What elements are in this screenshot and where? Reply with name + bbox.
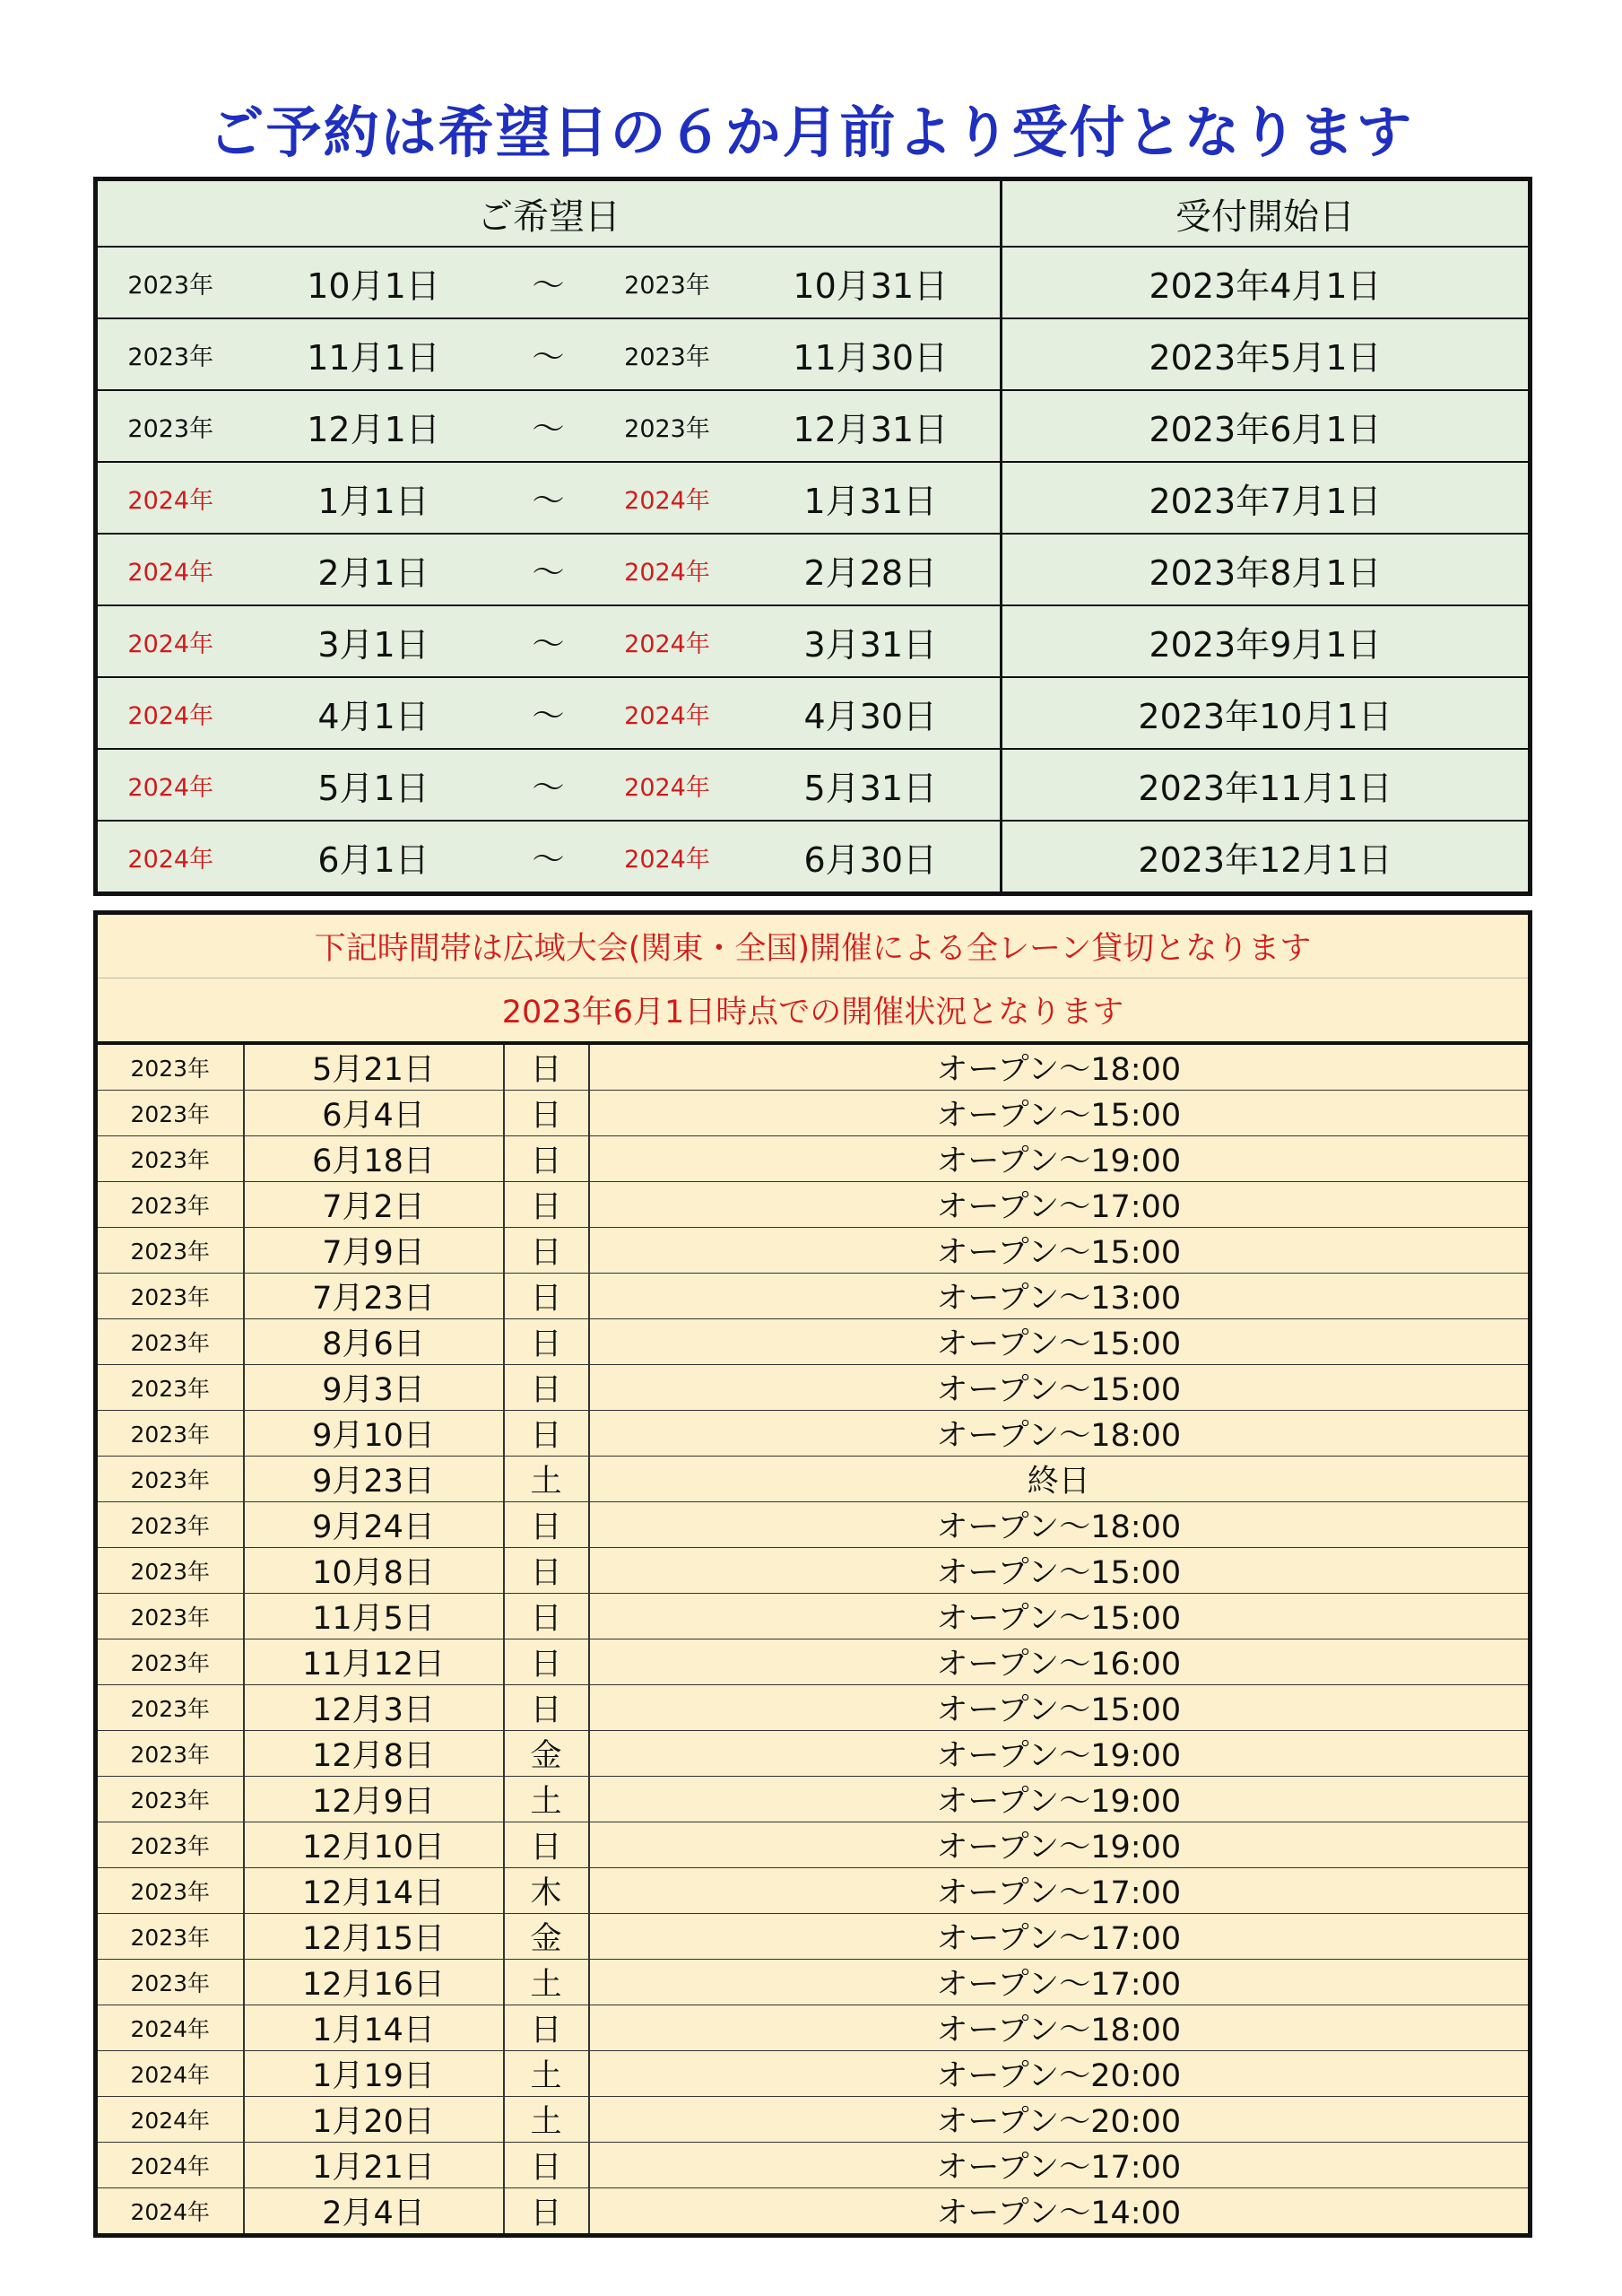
event-year: 2023年 xyxy=(96,1777,244,1822)
to-year: 2024年 xyxy=(594,462,742,534)
event-row xyxy=(96,2097,1531,2143)
event-day-of-week: 日 xyxy=(504,1319,589,1365)
event-row xyxy=(96,1457,1531,1502)
header-start-date: 受付開始日 xyxy=(1002,179,1531,248)
event-time: オープン～15:00 xyxy=(589,1548,1531,1594)
range-tilde: ～ xyxy=(504,318,594,390)
from-date: 12月1日 xyxy=(244,390,504,462)
event-day-of-week: 土 xyxy=(504,1960,589,2005)
to-date: 1月31日 xyxy=(742,462,1002,534)
to-date: 2月28日 xyxy=(742,534,1002,605)
event-time: オープン～14:00 xyxy=(589,2188,1531,2236)
event-time: オープン～15:00 xyxy=(589,1685,1531,1731)
event-date: 12月9日 xyxy=(244,1777,504,1822)
start-date: 2023年4月1日 xyxy=(1002,247,1531,318)
event-row xyxy=(96,1868,1531,1914)
event-day-of-week: 日 xyxy=(504,1365,589,1411)
event-date: 12月14日 xyxy=(244,1868,504,1914)
event-time: オープン～19:00 xyxy=(589,1822,1531,1868)
event-closure-table xyxy=(93,910,1532,2238)
from-year: 2024年 xyxy=(96,749,244,821)
from-year: 2023年 xyxy=(96,390,244,462)
event-date: 6月18日 xyxy=(244,1136,504,1182)
event-row xyxy=(96,1960,1531,2005)
event-year: 2023年 xyxy=(96,1502,244,1548)
event-year: 2023年 xyxy=(96,1960,244,2005)
to-date: 5月31日 xyxy=(742,749,1002,821)
event-row xyxy=(96,1594,1531,1639)
event-date: 11月5日 xyxy=(244,1594,504,1639)
event-date: 12月15日 xyxy=(244,1914,504,1960)
to-date: 3月31日 xyxy=(742,605,1002,677)
event-year: 2023年 xyxy=(96,1914,244,1960)
event-day-of-week: 日 xyxy=(504,1639,589,1685)
event-date: 12月10日 xyxy=(244,1822,504,1868)
event-row xyxy=(96,1136,1531,1182)
event-year: 2024年 xyxy=(96,2143,244,2188)
from-date: 5月1日 xyxy=(244,749,504,821)
event-row xyxy=(96,2143,1531,2188)
event-day-of-week: 土 xyxy=(504,2097,589,2143)
range-tilde: ～ xyxy=(504,605,594,677)
notice-row-2 xyxy=(96,978,1531,1044)
event-time: オープン～13:00 xyxy=(589,1274,1531,1319)
event-time: オープン～18:00 xyxy=(589,1502,1531,1548)
reservation-row xyxy=(96,390,1531,462)
start-date: 2023年9月1日 xyxy=(1002,605,1531,677)
event-day-of-week: 日 xyxy=(504,1043,589,1091)
event-year: 2023年 xyxy=(96,1411,244,1457)
event-year: 2023年 xyxy=(96,1136,244,1182)
reservation-row xyxy=(96,749,1531,821)
event-row xyxy=(96,1182,1531,1228)
from-year: 2023年 xyxy=(96,247,244,318)
reservation-schedule-table xyxy=(93,177,1532,896)
start-date: 2023年12月1日 xyxy=(1002,821,1531,894)
event-time: オープン～15:00 xyxy=(589,1594,1531,1639)
range-tilde: ～ xyxy=(504,247,594,318)
event-day-of-week: 日 xyxy=(504,2005,589,2051)
to-year: 2024年 xyxy=(594,534,742,605)
reservation-row xyxy=(96,462,1531,534)
event-date: 11月12日 xyxy=(244,1639,504,1685)
event-row xyxy=(96,2051,1531,2097)
event-time: オープン～18:00 xyxy=(589,2005,1531,2051)
event-date: 9月24日 xyxy=(244,1502,504,1548)
event-day-of-week: 日 xyxy=(504,1548,589,1594)
event-day-of-week: 木 xyxy=(504,1868,589,1914)
event-day-of-week: 土 xyxy=(504,1777,589,1822)
event-day-of-week: 日 xyxy=(504,1594,589,1639)
event-date: 9月10日 xyxy=(244,1411,504,1457)
page-title: ご予約は希望日の６か月前より受付となります xyxy=(208,100,1414,165)
event-time: オープン～20:00 xyxy=(589,2051,1531,2097)
from-date: 11月1日 xyxy=(244,318,504,390)
event-day-of-week: 日 xyxy=(504,1685,589,1731)
from-date: 3月1日 xyxy=(244,605,504,677)
reservation-row xyxy=(96,247,1531,318)
start-date: 2023年6月1日 xyxy=(1002,390,1531,462)
to-year: 2024年 xyxy=(594,677,742,749)
event-row xyxy=(96,1731,1531,1777)
to-year: 2023年 xyxy=(594,390,742,462)
event-year: 2024年 xyxy=(96,2097,244,2143)
event-year: 2023年 xyxy=(96,1182,244,1228)
event-row xyxy=(96,1639,1531,1685)
event-date: 12月16日 xyxy=(244,1960,504,2005)
event-row xyxy=(96,1914,1531,1960)
event-year: 2023年 xyxy=(96,1868,244,1914)
start-date: 2023年11月1日 xyxy=(1002,749,1531,821)
range-tilde: ～ xyxy=(504,390,594,462)
event-date: 2月4日 xyxy=(244,2188,504,2236)
event-row xyxy=(96,1822,1531,1868)
from-year: 2024年 xyxy=(96,677,244,749)
event-time: オープン～15:00 xyxy=(589,1091,1531,1136)
event-day-of-week: 土 xyxy=(504,2051,589,2097)
event-date: 12月3日 xyxy=(244,1685,504,1731)
from-date: 4月1日 xyxy=(244,677,504,749)
notice-row-1 xyxy=(96,913,1531,978)
event-time: オープン～19:00 xyxy=(589,1136,1531,1182)
event-row xyxy=(96,1274,1531,1319)
range-tilde: ～ xyxy=(504,677,594,749)
event-row xyxy=(96,2005,1531,2051)
to-year: 2023年 xyxy=(594,318,742,390)
notice-closure: 下記時間帯は広域大会(関東・全国)開催による全レーン貸切となります xyxy=(96,913,1531,978)
event-date: 7月23日 xyxy=(244,1274,504,1319)
event-day-of-week: 日 xyxy=(504,1822,589,1868)
event-date: 1月21日 xyxy=(244,2143,504,2188)
reservation-row xyxy=(96,318,1531,390)
from-year: 2024年 xyxy=(96,605,244,677)
range-tilde: ～ xyxy=(504,821,594,894)
event-row xyxy=(96,1228,1531,1274)
from-date: 2月1日 xyxy=(244,534,504,605)
event-day-of-week: 金 xyxy=(504,1914,589,1960)
event-time: オープン～17:00 xyxy=(589,1868,1531,1914)
from-date: 10月1日 xyxy=(244,247,504,318)
reservation-row xyxy=(96,821,1531,894)
event-day-of-week: 日 xyxy=(504,1091,589,1136)
event-time: オープン～17:00 xyxy=(589,2143,1531,2188)
event-day-of-week: 日 xyxy=(504,2188,589,2236)
event-day-of-week: 日 xyxy=(504,1182,589,1228)
to-date: 4月30日 xyxy=(742,677,1002,749)
range-tilde: ～ xyxy=(504,749,594,821)
event-time: オープン～20:00 xyxy=(589,2097,1531,2143)
event-day-of-week: 金 xyxy=(504,1731,589,1777)
event-year: 2023年 xyxy=(96,1822,244,1868)
event-row xyxy=(96,1548,1531,1594)
event-date: 10月8日 xyxy=(244,1548,504,1594)
event-time: オープン～19:00 xyxy=(589,1777,1531,1822)
event-year: 2023年 xyxy=(96,1594,244,1639)
from-year: 2024年 xyxy=(96,821,244,894)
from-year: 2024年 xyxy=(96,534,244,605)
event-day-of-week: 日 xyxy=(504,2143,589,2188)
start-date: 2023年8月1日 xyxy=(1002,534,1531,605)
to-date: 11月30日 xyxy=(742,318,1002,390)
event-time: オープン～17:00 xyxy=(589,1914,1531,1960)
event-date: 7月2日 xyxy=(244,1182,504,1228)
event-day-of-week: 日 xyxy=(504,1411,589,1457)
to-year: 2024年 xyxy=(594,821,742,894)
event-time: オープン～17:00 xyxy=(589,1182,1531,1228)
reservation-header-row xyxy=(96,179,1531,248)
from-year: 2023年 xyxy=(96,318,244,390)
event-date: 1月14日 xyxy=(244,2005,504,2051)
event-time: オープン～18:00 xyxy=(589,1411,1531,1457)
range-tilde: ～ xyxy=(504,534,594,605)
from-date: 6月1日 xyxy=(244,821,504,894)
event-year: 2024年 xyxy=(96,2188,244,2236)
event-day-of-week: 日 xyxy=(504,1274,589,1319)
event-date: 12月8日 xyxy=(244,1731,504,1777)
event-year: 2023年 xyxy=(96,1091,244,1136)
event-date: 5月21日 xyxy=(244,1043,504,1091)
from-date: 1月1日 xyxy=(244,462,504,534)
event-day-of-week: 日 xyxy=(504,1228,589,1274)
event-year: 2023年 xyxy=(96,1731,244,1777)
event-row xyxy=(96,1319,1531,1365)
event-year: 2023年 xyxy=(130,1056,211,1082)
event-date: 1月20日 xyxy=(244,2097,504,2143)
event-year: 2023年 xyxy=(96,1639,244,1685)
event-year: 2024年 xyxy=(96,2005,244,2051)
event-date: 6月4日 xyxy=(244,1091,504,1136)
event-row xyxy=(96,1043,1531,1091)
event-date: 7月9日 xyxy=(244,1228,504,1274)
event-row xyxy=(96,1091,1531,1136)
event-date: 9月23日 xyxy=(244,1457,504,1502)
event-year: 2023年 xyxy=(96,1319,244,1365)
event-row xyxy=(96,1685,1531,1731)
event-row xyxy=(96,1777,1531,1822)
event-year: 2023年 xyxy=(96,1274,244,1319)
event-year: 2023年 xyxy=(96,1365,244,1411)
event-time: オープン～18:00 xyxy=(589,1043,1531,1091)
event-time: オープン～17:00 xyxy=(589,1960,1531,2005)
reservation-row xyxy=(96,534,1531,605)
event-year: 2023年 xyxy=(96,1685,244,1731)
reservation-row xyxy=(96,677,1531,749)
event-row xyxy=(96,1365,1531,1411)
event-date: 9月3日 xyxy=(244,1365,504,1411)
to-year: 2024年 xyxy=(594,749,742,821)
event-time: オープン～19:00 xyxy=(589,1731,1531,1777)
to-year: 2023年 xyxy=(594,247,742,318)
event-year: 2024年 xyxy=(96,2051,244,2097)
start-date: 2023年10月1日 xyxy=(1002,677,1531,749)
event-date: 8月6日 xyxy=(244,1319,504,1365)
header-desired-date: ご希望日 xyxy=(96,179,1002,248)
event-day-of-week: 日 xyxy=(504,1136,589,1182)
event-row xyxy=(96,1411,1531,1457)
start-date: 2023年7月1日 xyxy=(1002,462,1531,534)
event-date: 1月19日 xyxy=(244,2051,504,2097)
from-year: 2024年 xyxy=(96,462,244,534)
event-year: 2023年 xyxy=(96,1548,244,1594)
start-date: 2023年5月1日 xyxy=(1002,318,1531,390)
event-day-of-week: 土 xyxy=(504,1457,589,1502)
event-time: オープン～15:00 xyxy=(589,1319,1531,1365)
range-tilde: ～ xyxy=(504,462,594,534)
event-row xyxy=(96,1502,1531,1548)
event-time: 終日 xyxy=(589,1457,1531,1502)
event-year: 2023年 xyxy=(96,1228,244,1274)
to-date: 10月31日 xyxy=(742,247,1002,318)
to-date: 12月31日 xyxy=(742,390,1002,462)
notice-status-date: 2023年6月1日時点での開催状況となります xyxy=(96,978,1531,1044)
to-date: 6月30日 xyxy=(742,821,1002,894)
to-year: 2024年 xyxy=(594,605,742,677)
event-day-of-week: 日 xyxy=(504,1502,589,1548)
event-row xyxy=(96,2188,1531,2236)
reservation-row xyxy=(96,605,1531,677)
event-time: オープン～15:00 xyxy=(589,1228,1531,1274)
event-year: 2023年 xyxy=(96,1457,244,1502)
event-time: オープン～15:00 xyxy=(589,1365,1531,1411)
event-time: オープン～16:00 xyxy=(589,1639,1531,1685)
